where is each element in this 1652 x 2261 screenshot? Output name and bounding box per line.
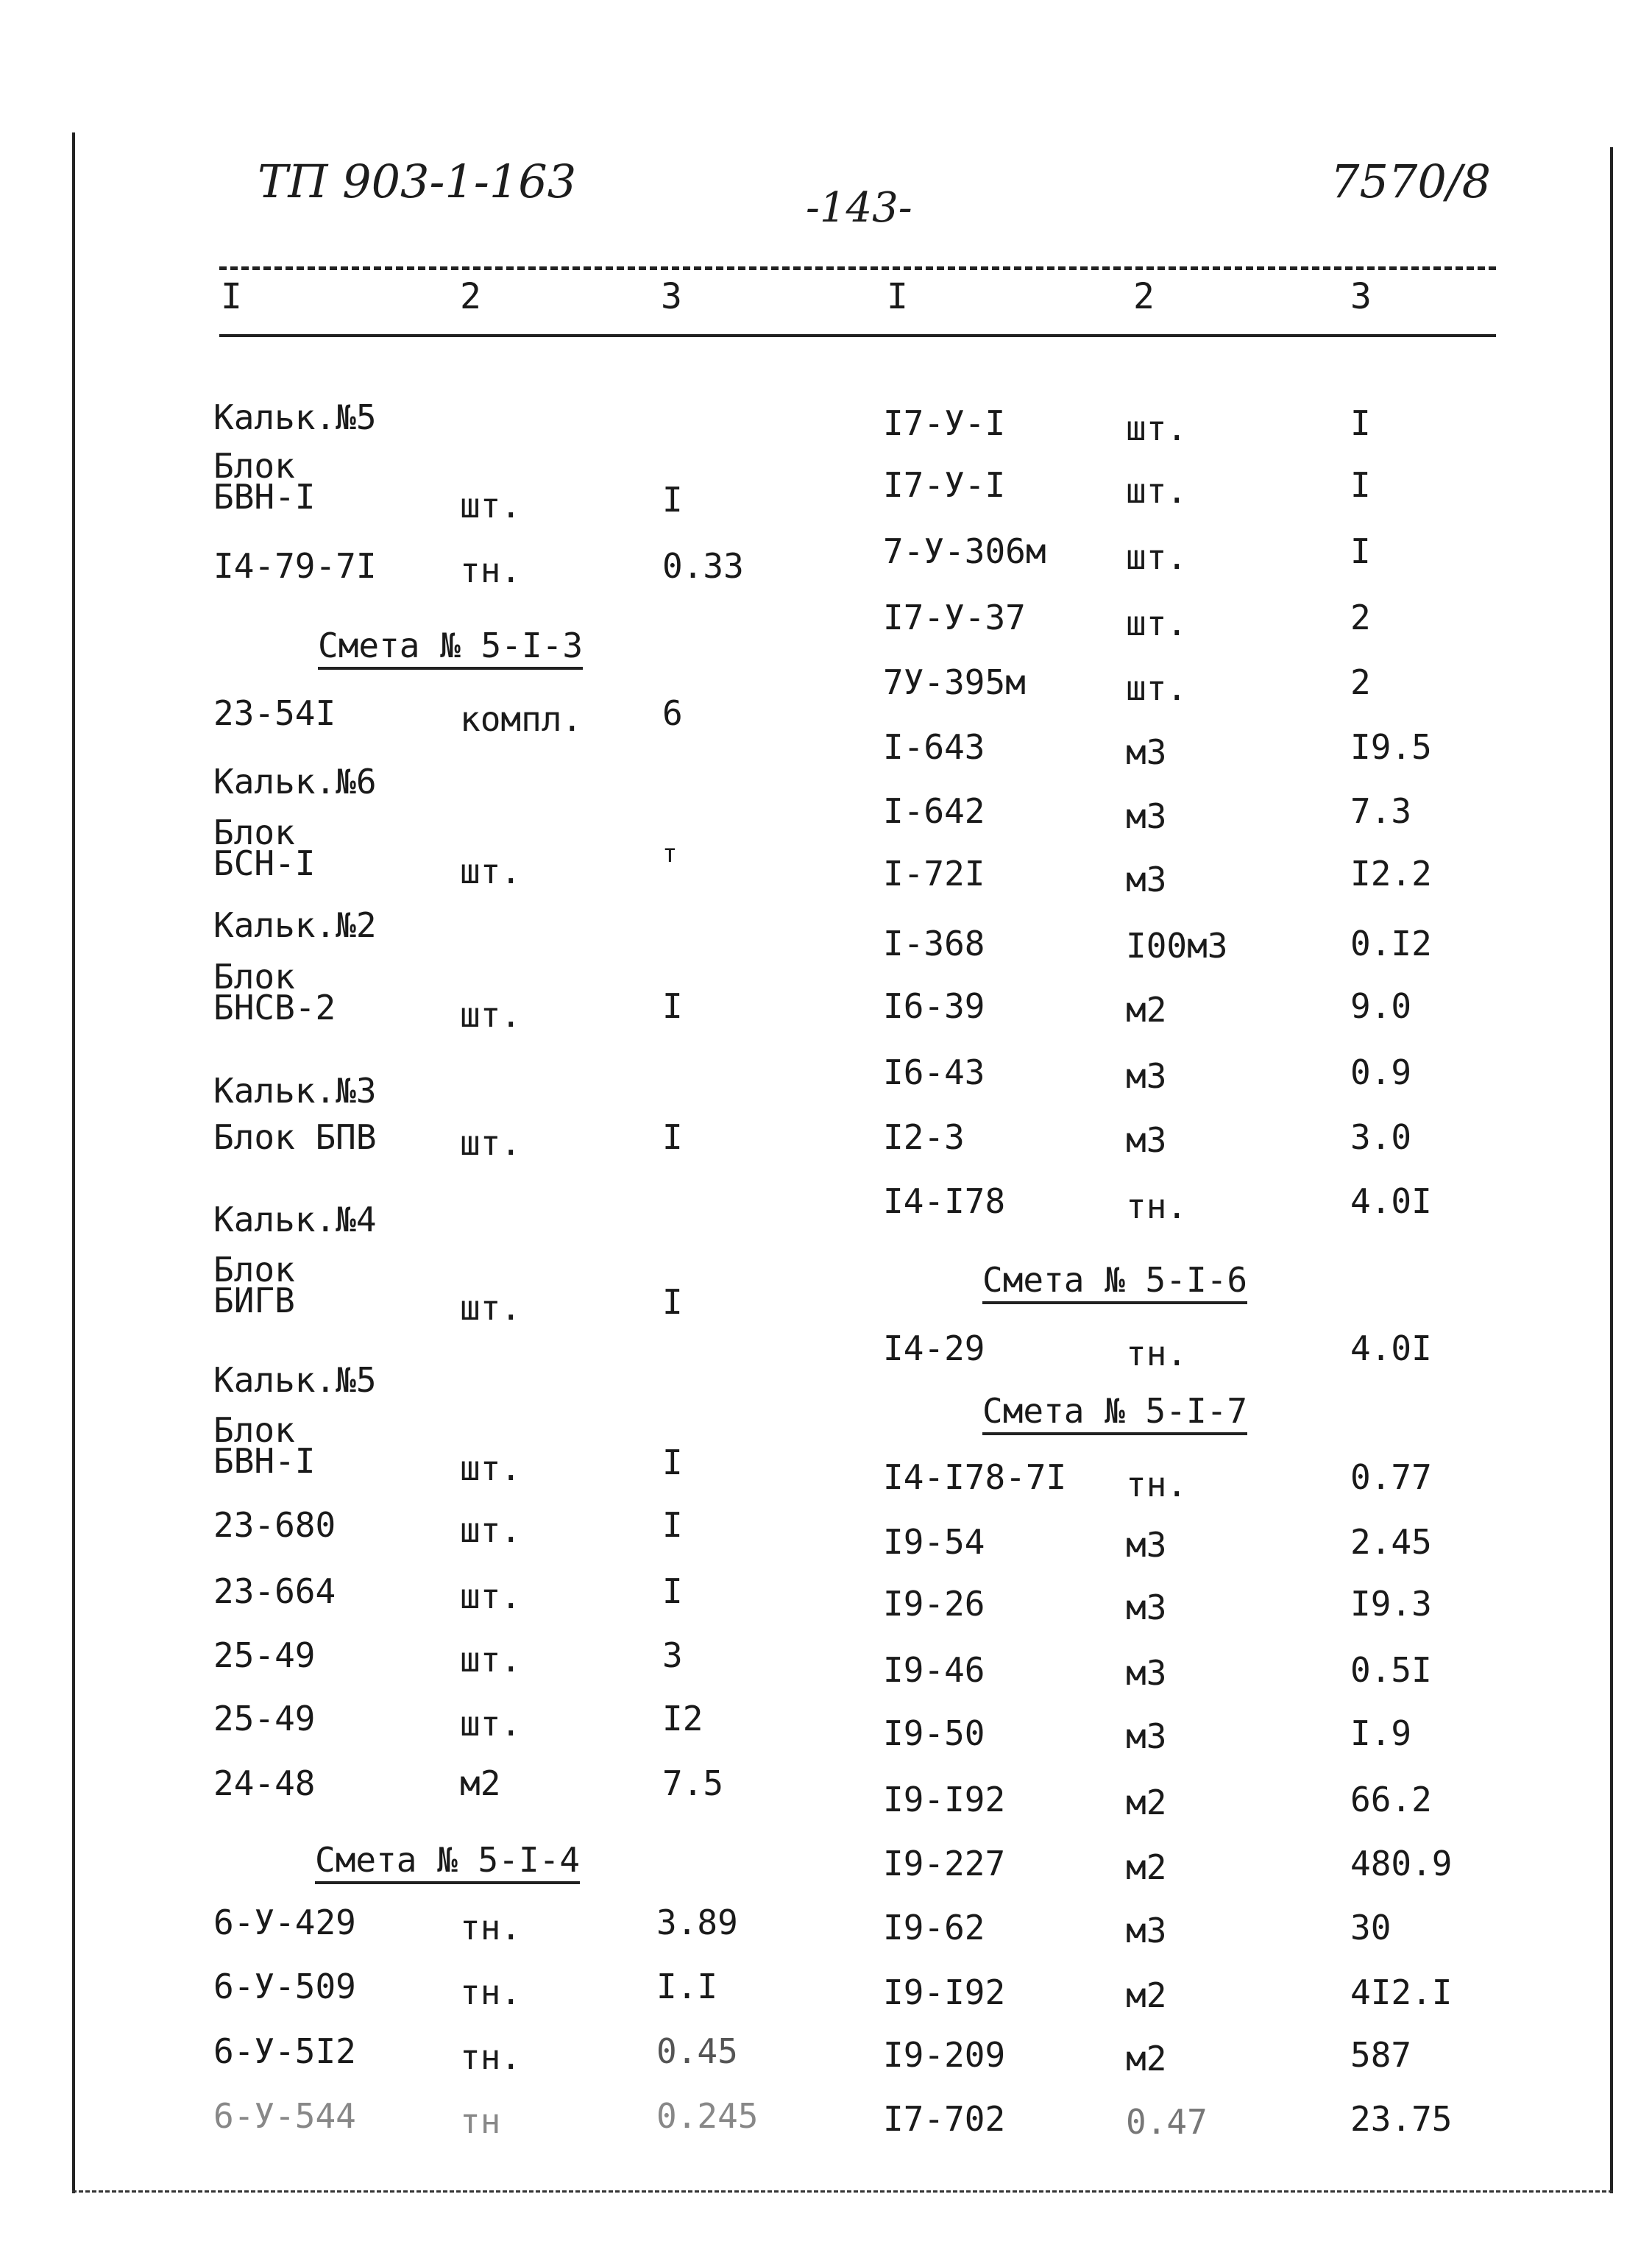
quantity: I: [1350, 403, 1371, 443]
code: I9-62: [883, 1908, 985, 1947]
unit: шт.: [460, 852, 522, 891]
quantity: 0.45: [656, 2031, 738, 2071]
quantity: I: [662, 480, 683, 520]
block-label: Блок: [213, 446, 295, 486]
block-label: Блок: [213, 957, 295, 997]
unit: шт.: [1126, 537, 1188, 577]
quantity: I: [662, 1505, 683, 1545]
code: 25-49: [213, 1635, 316, 1675]
quantity: I: [662, 1117, 683, 1157]
unit: шт.: [460, 1704, 522, 1744]
quantity: 0.33: [662, 546, 744, 586]
code: I4-29: [883, 1328, 985, 1368]
quantity: 2: [1350, 598, 1371, 637]
unit: м3: [1126, 1120, 1167, 1160]
code: 6-У-429: [213, 1903, 356, 1942]
calc-label: Кальк.№5: [213, 397, 377, 437]
code: I7-У-I: [883, 465, 1006, 505]
quantity: 66.2: [1350, 1780, 1432, 1819]
section-heading: Смета № 5-I-3: [318, 626, 583, 670]
unit: м2: [460, 1763, 501, 1803]
quantity: 587: [1350, 2035, 1412, 2075]
code: I9-I92: [883, 1780, 1006, 1819]
quantity: 0.I2: [1350, 924, 1432, 963]
code: 24-48: [213, 1763, 316, 1803]
unit: м3: [1126, 860, 1167, 899]
unit: шт.: [460, 995, 522, 1035]
code: I9-26: [883, 1584, 985, 1624]
unit: тн.: [460, 1908, 522, 1947]
quantity: I: [662, 1282, 683, 1322]
quantity: 4.0I: [1350, 1181, 1432, 1221]
quantity: 30: [1350, 1908, 1392, 1947]
code: I-72I: [883, 854, 985, 894]
quantity: 0.5I: [1350, 1650, 1432, 1690]
block-name: БВН-I: [213, 477, 316, 517]
code: I4-I78: [883, 1181, 1006, 1221]
quantity: I: [662, 1443, 683, 1482]
unit: 0.47: [1126, 2102, 1208, 2142]
unit: шт.: [460, 1288, 522, 1328]
block-name: Блок БПВ: [213, 1117, 377, 1157]
code: I9-I92: [883, 1972, 1006, 2012]
code: I7-У-I: [883, 403, 1006, 443]
block-label: Блок: [213, 1250, 295, 1289]
code: I6-43: [883, 1052, 985, 1092]
calc-label: Кальк.№6: [213, 762, 377, 802]
block-name: БИГВ: [213, 1281, 295, 1320]
unit: тн.: [460, 1972, 522, 2012]
unit: компл.: [460, 699, 583, 739]
col-header-right-2: 2: [1133, 276, 1155, 317]
sheet-code: 7570/8: [1330, 155, 1492, 208]
quantity: I2.2: [1350, 854, 1432, 894]
quantity: I2: [662, 1699, 703, 1738]
unit: м2: [1126, 1847, 1167, 1887]
unit: м3: [1126, 796, 1167, 836]
block-name: БВН-I: [213, 1441, 316, 1481]
unit: тн.: [1126, 1186, 1188, 1226]
quantity: I.I: [656, 1967, 718, 2006]
quantity: 0.9: [1350, 1052, 1412, 1092]
header-solid-rule: [219, 334, 1496, 337]
unit: шт.: [460, 1448, 522, 1488]
quantity: 7.3: [1350, 791, 1412, 831]
code: 6-У-544: [213, 2096, 356, 2136]
unit: шт.: [460, 486, 522, 526]
quantity: 2: [1350, 662, 1371, 702]
quantity: 0.245: [656, 2096, 759, 2136]
code: I9-227: [883, 1844, 1006, 1883]
code: I4-I78-7I: [883, 1457, 1067, 1497]
col-header-left-3: 3: [661, 276, 682, 317]
frame-bottom-border: [72, 2190, 1613, 2193]
quantity: т: [662, 839, 678, 868]
code: I-368: [883, 924, 985, 963]
quantity: 6: [662, 693, 683, 733]
unit: м2: [1126, 2039, 1167, 2078]
quantity: I9.3: [1350, 1584, 1432, 1624]
block-label: Блок: [213, 1410, 295, 1450]
quantity: I.9: [1350, 1713, 1412, 1753]
col-header-right-1: I: [887, 276, 908, 317]
unit: шт.: [460, 1510, 522, 1550]
quantity: I: [1350, 531, 1371, 571]
unit: тн.: [1126, 1334, 1188, 1373]
unit: I00м3: [1126, 926, 1228, 966]
code: 23-664: [213, 1571, 336, 1611]
block-label: Блок: [213, 813, 295, 852]
code: 7-У-306м: [883, 531, 1046, 571]
quantity: I: [1350, 465, 1371, 505]
code: I7-702: [883, 2099, 1006, 2139]
code: 6-У-5I2: [213, 2031, 356, 2071]
unit: м3: [1126, 1911, 1167, 1950]
section-heading: Смета № 5-I-6: [982, 1260, 1247, 1304]
unit: м2: [1126, 1783, 1167, 1822]
unit: тн.: [1126, 1465, 1188, 1504]
quantity: 3: [662, 1635, 683, 1675]
unit: тн: [460, 2101, 501, 2141]
col-header-left-2: 2: [460, 276, 481, 317]
unit: м3: [1126, 1653, 1167, 1693]
quantity: 3.89: [656, 1903, 738, 1942]
code: 23-54I: [213, 693, 336, 733]
unit: м2: [1126, 990, 1167, 1030]
quantity: I: [662, 1571, 683, 1611]
code: I9-46: [883, 1650, 985, 1690]
quantity: I9.5: [1350, 727, 1432, 767]
unit: тн.: [460, 551, 522, 590]
unit: шт.: [460, 1577, 522, 1616]
calc-label: Кальк.№3: [213, 1071, 377, 1111]
header-dashed-rule: [219, 266, 1496, 270]
code: I4-79-7I: [213, 546, 377, 586]
unit: м2: [1126, 1975, 1167, 2015]
quantity: 23.75: [1350, 2099, 1453, 2139]
quantity: 9.0: [1350, 986, 1412, 1026]
col-header-left-1: I: [221, 276, 242, 317]
unit: шт.: [1126, 471, 1188, 511]
unit: шт.: [1126, 408, 1188, 448]
code: I9-50: [883, 1713, 985, 1753]
quantity: 4.0I: [1350, 1328, 1432, 1368]
code: I2-3: [883, 1117, 965, 1157]
code: I9-209: [883, 2035, 1006, 2075]
unit: м3: [1126, 732, 1167, 772]
unit: тн.: [460, 2037, 522, 2077]
code: 6-У-509: [213, 1967, 356, 2006]
unit: шт.: [1126, 604, 1188, 643]
unit: м3: [1126, 1588, 1167, 1627]
section-heading: Смета № 5-I-4: [315, 1840, 580, 1884]
unit: шт.: [460, 1123, 522, 1163]
quantity: I: [662, 986, 683, 1026]
quantity: 0.77: [1350, 1457, 1432, 1497]
code: 25-49: [213, 1699, 316, 1738]
doc-code: ТП 903-1-163: [258, 155, 577, 208]
col-header-right-3: 3: [1350, 276, 1372, 317]
frame-left-border: [72, 132, 75, 2193]
code: I-642: [883, 791, 985, 831]
code: I-643: [883, 727, 985, 767]
block-name: БНСВ-2: [213, 988, 336, 1027]
frame-right-border: [1610, 147, 1613, 2193]
unit: шт.: [460, 1640, 522, 1680]
quantity: 3.0: [1350, 1117, 1412, 1157]
code: I6-39: [883, 986, 985, 1026]
section-heading: Смета № 5-I-7: [982, 1391, 1247, 1435]
quantity: 2.45: [1350, 1522, 1432, 1562]
code: 7У-395м: [883, 662, 1026, 702]
code: I7-У-37: [883, 598, 1026, 637]
block-name: БСН-I: [213, 843, 316, 883]
page-number: -143-: [806, 184, 912, 232]
quantity: 7.5: [662, 1763, 724, 1803]
unit: шт.: [1126, 668, 1188, 708]
quantity: 480.9: [1350, 1844, 1453, 1883]
quantity: 4I2.I: [1350, 1972, 1453, 2012]
unit: м3: [1126, 1056, 1167, 1096]
code: 23-680: [213, 1505, 336, 1545]
code: I9-54: [883, 1522, 985, 1562]
unit: м3: [1126, 1525, 1167, 1565]
unit: м3: [1126, 1716, 1167, 1756]
calc-label: Кальк.№4: [213, 1200, 377, 1239]
calc-label: Кальк.№2: [213, 905, 377, 945]
calc-label: Кальк.№5: [213, 1360, 377, 1400]
